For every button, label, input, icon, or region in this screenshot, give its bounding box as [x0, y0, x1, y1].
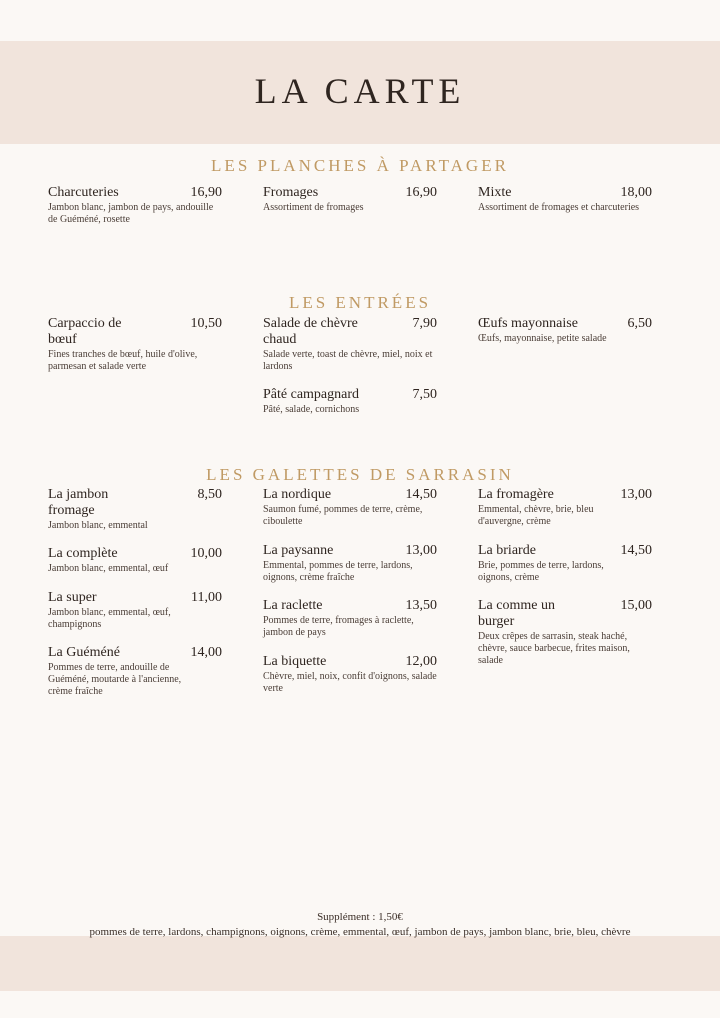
item-price: 16,90 — [190, 185, 222, 200]
item-price: 13,00 — [405, 543, 437, 558]
menu-item — [478, 598, 652, 667]
item-price: 7,50 — [412, 387, 437, 402]
menu-item — [263, 185, 437, 214]
menu-item — [48, 645, 222, 698]
item-description: Emmental, pommes de terre, lardons, oignons, crème fraîche — [263, 560, 413, 583]
menu-item — [263, 387, 437, 416]
item-price: 12,00 — [405, 654, 437, 669]
item-price: 13,50 — [405, 598, 437, 613]
item-description: Fines tranches de bœuf, huile d'olive, parmesan et salade verte — [48, 349, 198, 372]
menu-item — [263, 654, 437, 695]
item-price: 14,00 — [190, 645, 222, 660]
item-description: Pommes de terre, andouille de Guéméné, moutarde à l'ancienne, crème fraîche — [48, 662, 182, 697]
item-description: Jambon blanc, emmental, œuf, champignons — [48, 607, 171, 630]
item-name: La nordique — [263, 487, 332, 502]
item-price: 10,50 — [190, 316, 222, 331]
item-name: Œufs mayonnaise — [478, 316, 578, 331]
section-title-entrees: LES ENTRÉES — [288, 293, 432, 312]
item-description: Chèvre, miel, noix, confit d'oignons, salade verte — [263, 671, 437, 694]
section-title-planches: LES PLANCHES À PARTAGER — [211, 156, 509, 175]
menu-item — [478, 487, 652, 528]
menu-item — [263, 543, 437, 584]
item-description: Brie, pommes de terre, lardons, oignons, crème — [478, 560, 604, 583]
item-name: Fromages — [263, 185, 319, 200]
item-name: La complète — [48, 546, 118, 561]
item-description: Assortiment de fromages — [263, 202, 364, 213]
menu-item — [263, 316, 437, 373]
supplement-items: pommes de terre, lardons, champignons, oignons, crème, emmental, œuf, jambon de pays, jambon blanc, brie, bleu, chèvre — [89, 926, 631, 938]
item-price: 8,50 — [197, 487, 222, 502]
item-price: 14,50 — [620, 543, 652, 558]
item-name: Salade de chèvre chaud — [263, 316, 358, 347]
item-name: Charcuteries — [48, 185, 119, 200]
item-description: Pommes de terre, fromages à raclette, jambon de pays — [263, 615, 414, 638]
item-price: 15,00 — [620, 598, 652, 613]
item-description: Jambon blanc, emmental — [48, 520, 148, 531]
item-name: La raclette — [263, 598, 323, 613]
menu-item — [478, 185, 652, 214]
menu-item — [48, 590, 222, 631]
item-description: Pâté, salade, cornichons — [263, 404, 360, 415]
menu-item — [48, 316, 222, 373]
footer-band — [0, 936, 720, 991]
item-description: Jambon blanc, jambon de pays, andouille de Guéméné, rosette — [48, 202, 214, 225]
item-name: La biquette — [263, 654, 327, 669]
item-description: Emmental, chèvre, brie, bleu d'auvergne, crème — [478, 504, 594, 527]
item-name: La jambon fromage — [48, 487, 109, 518]
item-name: Carpaccio de bœuf — [48, 316, 122, 347]
item-description: Assortiment de fromages et charcuteries — [478, 202, 640, 213]
item-description: Saumon fumé, pommes de terre, crème, ciboulette — [263, 504, 423, 527]
item-name: La fromagère — [478, 487, 554, 502]
menu-item — [263, 487, 437, 528]
menu-item — [478, 316, 652, 345]
item-description: Jambon blanc, emmental, œuf — [48, 563, 169, 574]
menu-item — [48, 546, 222, 575]
item-description: Deux crêpes de sarrasin, steak haché, chèvre, sauce barbecue, frites maison, salade — [478, 631, 630, 666]
section-title-galettes: LES GALETTES DE SARRASIN — [206, 465, 514, 484]
item-description: Salade verte, toast de chèvre, miel, noix et lardons — [263, 349, 433, 372]
item-name: La comme un burger — [478, 598, 555, 629]
item-price: 7,90 — [412, 316, 437, 331]
menu-title: LA CARTE — [254, 71, 466, 111]
item-description: Œufs, mayonnaise, petite salade — [478, 333, 607, 344]
item-price: 6,50 — [627, 316, 652, 331]
menu-item — [263, 598, 437, 639]
supplement-label: Supplément : 1,50€ — [317, 911, 403, 923]
item-price: 14,50 — [405, 487, 437, 502]
menu-item — [478, 543, 652, 584]
item-price: 18,00 — [620, 185, 652, 200]
item-name: La paysanne — [263, 543, 334, 558]
menu-item — [48, 185, 222, 226]
item-name: Mixte — [478, 185, 512, 200]
item-name: La super — [48, 590, 97, 605]
item-price: 13,00 — [620, 487, 652, 502]
item-price: 11,00 — [191, 590, 222, 605]
item-name: La briarde — [478, 543, 536, 558]
menu-item — [48, 487, 222, 532]
item-price: 10,00 — [190, 546, 222, 561]
item-price: 16,90 — [405, 185, 437, 200]
item-name: Pâté campagnard — [263, 387, 360, 402]
item-name: La Guéméné — [48, 645, 120, 660]
